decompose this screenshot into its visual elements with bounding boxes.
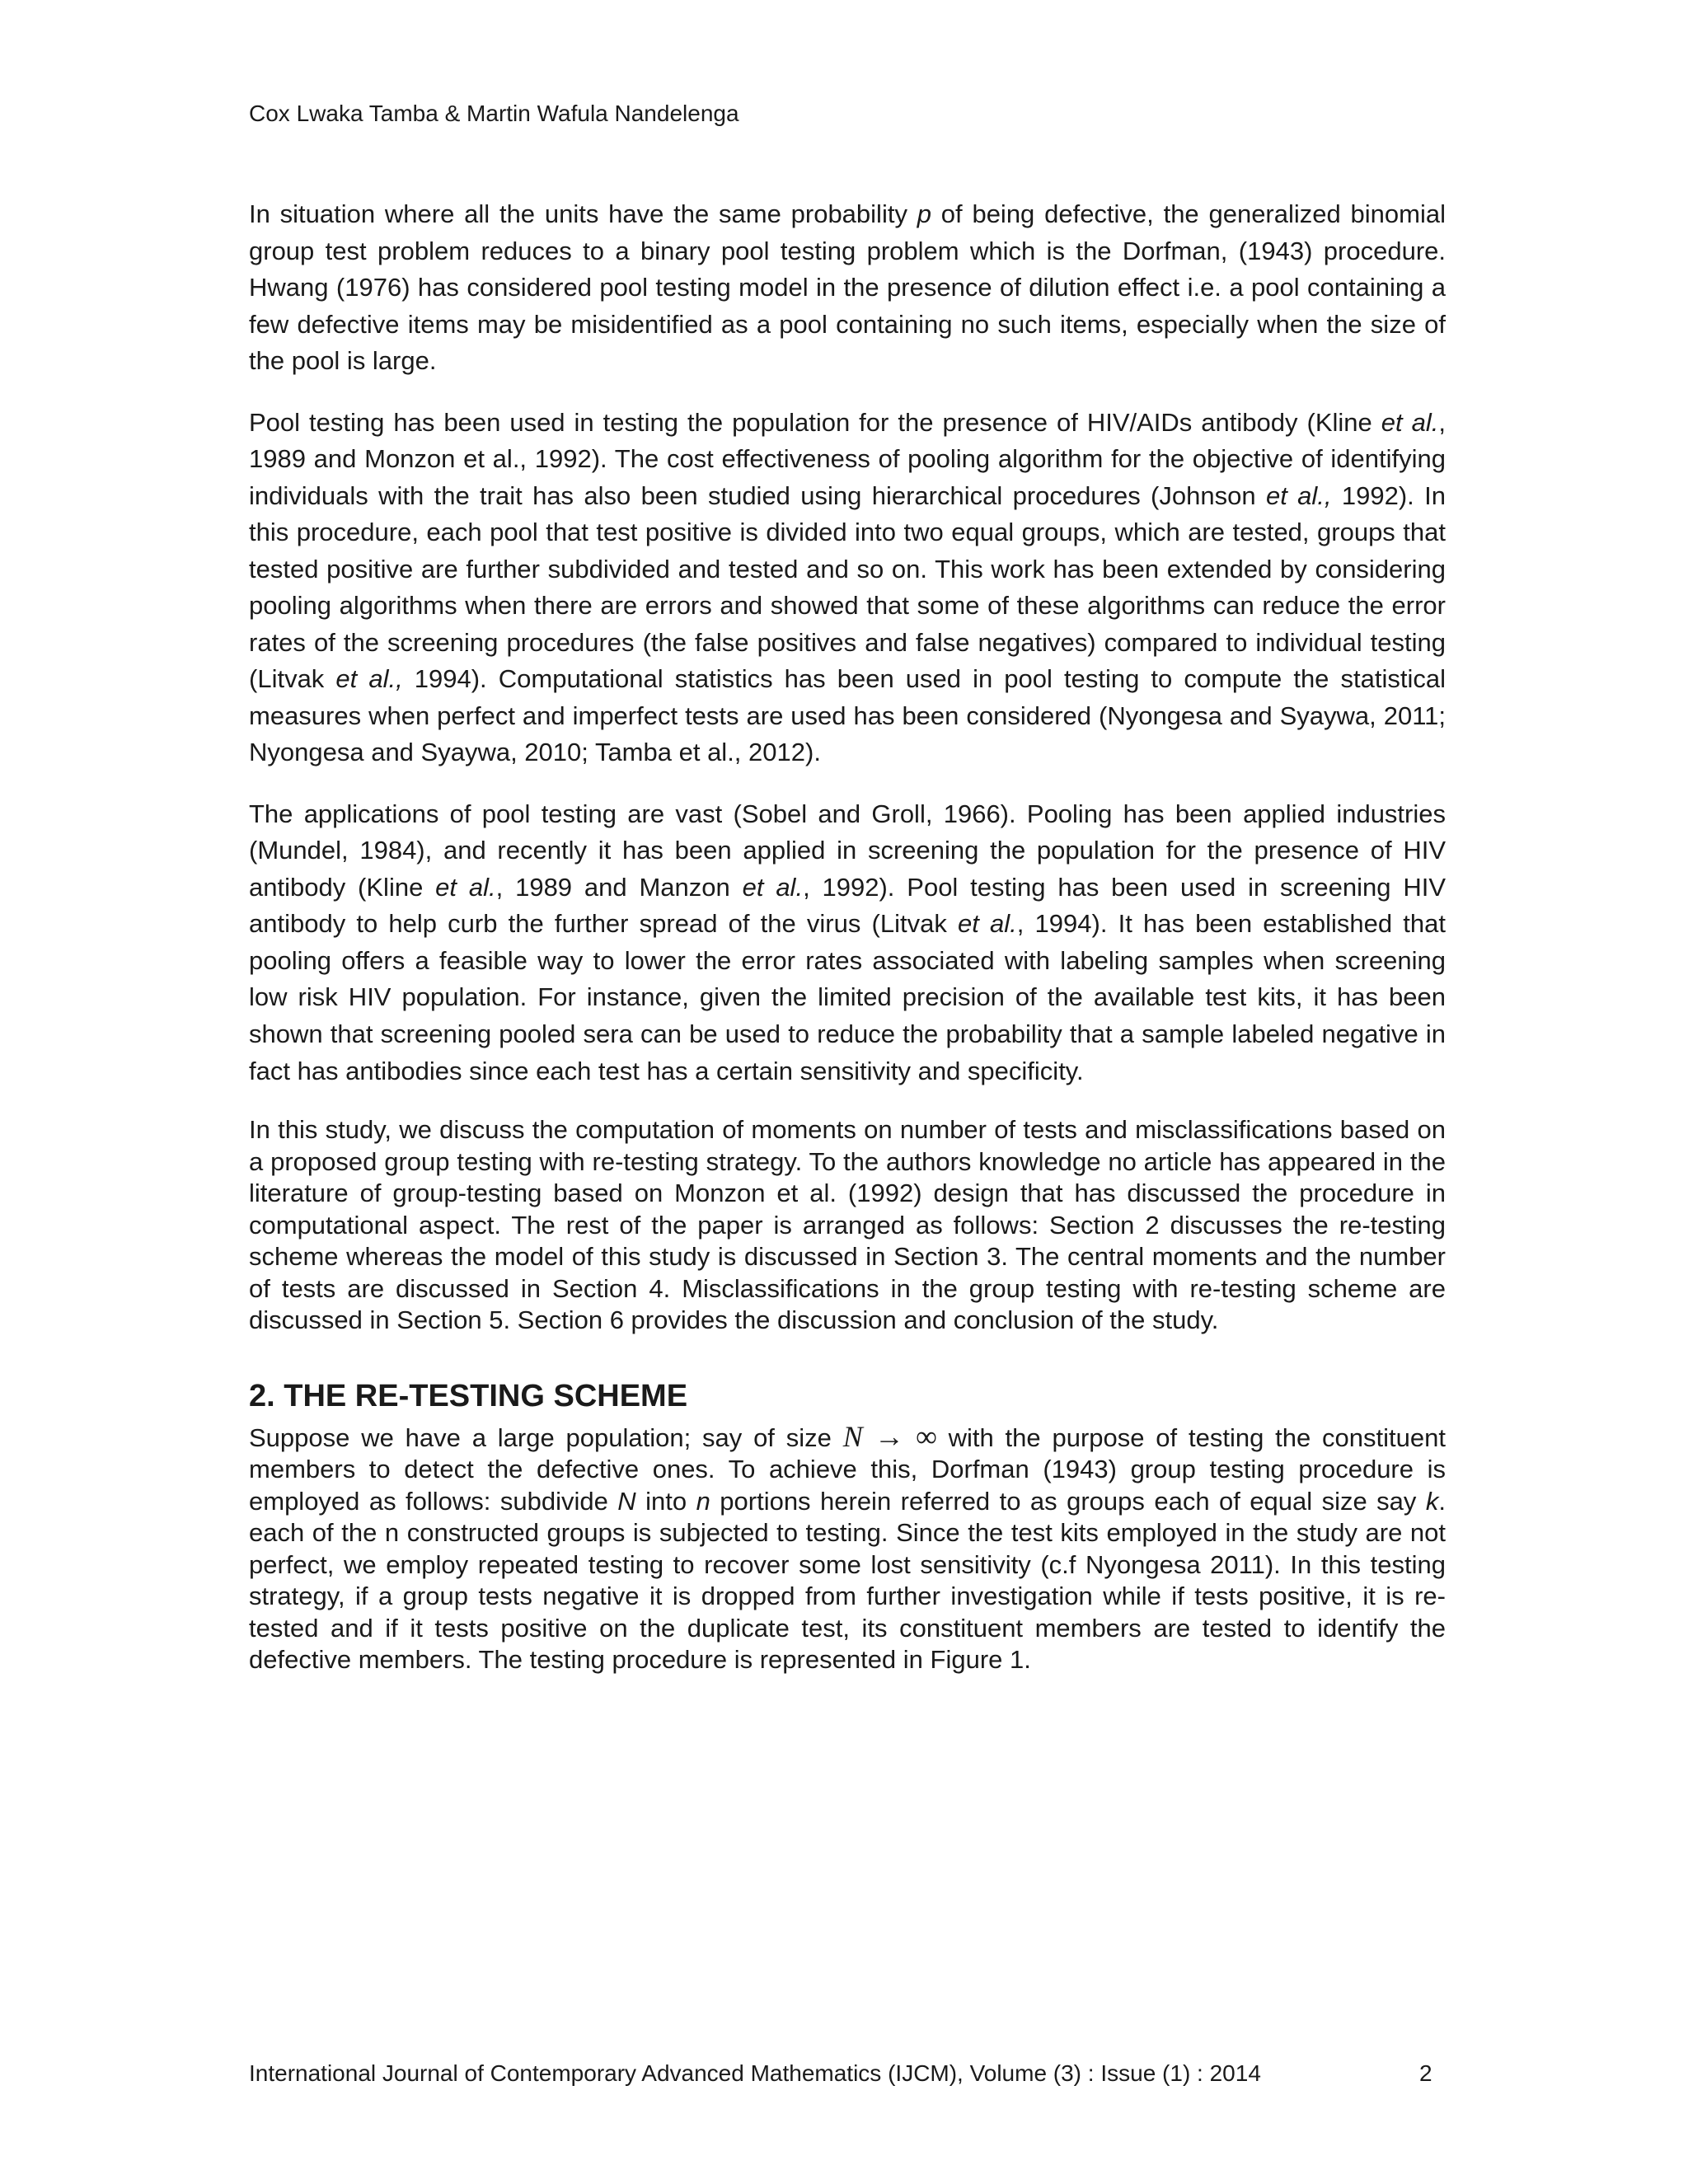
p2-text-d: 1994). Computational statistics has been used in pool testing to compute the statistical measures when perfect and imperfect tests are used has been considered (Nyongesa and Syaywa, 2011; Nyongesa and Syaywa, 2010; Tamba et al., 2012). <box>249 664 1446 766</box>
s2-text-e: . each of the n constructed groups is subjected to testing. Since the test kits employed in the study are not perfect, we employ repeated testing to recover some lost sensitivity (c.f Nyongesa 2011). In this testing strategy, if a group tests negative it is dropped from further investigation while if tests positive, it is re-tested and if it tests positive on the duplicate test, its constituent members are tested to identify the defective members. The testing procedure is represented in Figure 1. <box>249 1486 1446 1675</box>
p2-text-b: , 1989 and Monzon et al., 1992). The cost effectiveness of pooling algorithm for the objective of identifying individuals with the trait has also been studied using hierarchical procedures (Johnson <box>249 407 1446 510</box>
math-arrow-infinity: → ∞ <box>862 1419 937 1453</box>
paragraph-2 <box>249 405 1446 771</box>
s2-var-k: k <box>1425 1486 1439 1516</box>
s2-text-c: into <box>635 1486 696 1516</box>
paragraph-4 <box>249 1114 1446 1337</box>
p3-text-d: , 1994). It has been established that pooling offers a feasible way to lower the error rates associated with labeling samples when screening low risk HIV population. For instance, given the limited precision of the available test kits, it has been shown that screening pooled sera can be used to reduce the probability that a sample labeled negative in fact has antibodies since each test has a certain sensitivity and specificity. <box>249 909 1446 1085</box>
p2-etal-2: et al., <box>1265 480 1332 510</box>
paragraph-3 <box>249 796 1446 1090</box>
page-number: 2 <box>1419 2060 1432 2086</box>
p2-etal-1: et al. <box>1381 407 1439 437</box>
body-content <box>249 196 1446 1701</box>
p2-etal-3: et al., <box>335 664 403 693</box>
p2-text-c: 1992). In this procedure, each pool that test positive is divided into two equal groups, which are tested, groups that tested positive are further subdivided and tested and so on. This work has been extended by considering pooling algorithms when there are errors and showed that some of these algorithms can reduce the error rates of the screening procedures (the false positives and false negatives) compared to individual testing (Litvak <box>249 480 1446 693</box>
p1-var-p: p <box>917 199 931 228</box>
running-head-authors: Cox Lwaka Tamba & Martin Wafula Nandelenga <box>249 101 739 126</box>
section-heading: 2. THE RE-TESTING SCHEME <box>249 1378 688 1413</box>
p1-text-a: In situation where all the units have the same probability <box>249 199 917 228</box>
p3-etal-2: et al. <box>742 872 804 902</box>
p3-etal-3: et al. <box>958 909 1017 939</box>
paragraph-5 <box>249 1421 1446 1676</box>
p3-etal-1: et al. <box>435 872 496 902</box>
s2-var-N: N <box>617 1486 636 1516</box>
s2-text-d: portions herein referred to as groups each of equal size say <box>710 1486 1426 1516</box>
footer-journal: International Journal of Contemporary Advanced Mathematics (IJCM), Volume (3) : Issue (1) : 2014 <box>249 2060 1261 2086</box>
s2-var-n: n <box>696 1486 710 1516</box>
p3-text-a: The applications of pool testing are vast (Sobel and Groll, 1966). Pooling has been applied industries (Mundel, 1984), and recently it has been applied in screening the population for the presence of HIV antibody (Kline <box>249 799 1446 902</box>
p3-text-c: , 1992). Pool testing has been used in screening HIV antibody to help curb the further spread of the virus (Litvak <box>249 872 1446 939</box>
s2-text-b: with the purpose of testing the constituent members to detect the defective ones. To achieve this, Dorfman (1943) group testing procedure is employed as follows: subdivide <box>249 1422 1446 1516</box>
s2-text-a: Suppose we have a large population; say of size <box>249 1422 843 1452</box>
p4-text: In this study, we discuss the computation of moments on number of tests and misclassifications based on a proposed group testing with re-testing strategy. To the authors knowledge no article has appeared in the literature of group-testing based on Monzon et al. (1992) design that has discussed the procedure in computational aspect. The rest of the paper is arranged as follows: Section 2 discusses the re-testing scheme whereas the model of this study is discussed in Section 3. The central moments and the number of tests are discussed in Section 4. Misclassifications in the group testing with re-testing scheme are discussed in Section 5. Section 6 provides the discussion and conclusion of the study. <box>249 1115 1446 1335</box>
p3-text-b: , 1989 and Manzon <box>495 872 743 902</box>
p1-text-b: of being defective, the generalized binomial group test problem reduces to a binary pool testing problem which is the Dorfman, (1943) procedure. Hwang (1976) has considered pool testing model in the presence of dilution effect i.e. a pool containing a few defective items may be misidentified as a pool containing no such items, especially when the size of the pool is large. <box>249 199 1447 375</box>
paragraph-1 <box>249 196 1446 380</box>
math-N: N <box>842 1419 863 1453</box>
p2-text-a: Pool testing has been used in testing the population for the presence of HIV/AIDs antibody (Kline <box>249 407 1381 437</box>
